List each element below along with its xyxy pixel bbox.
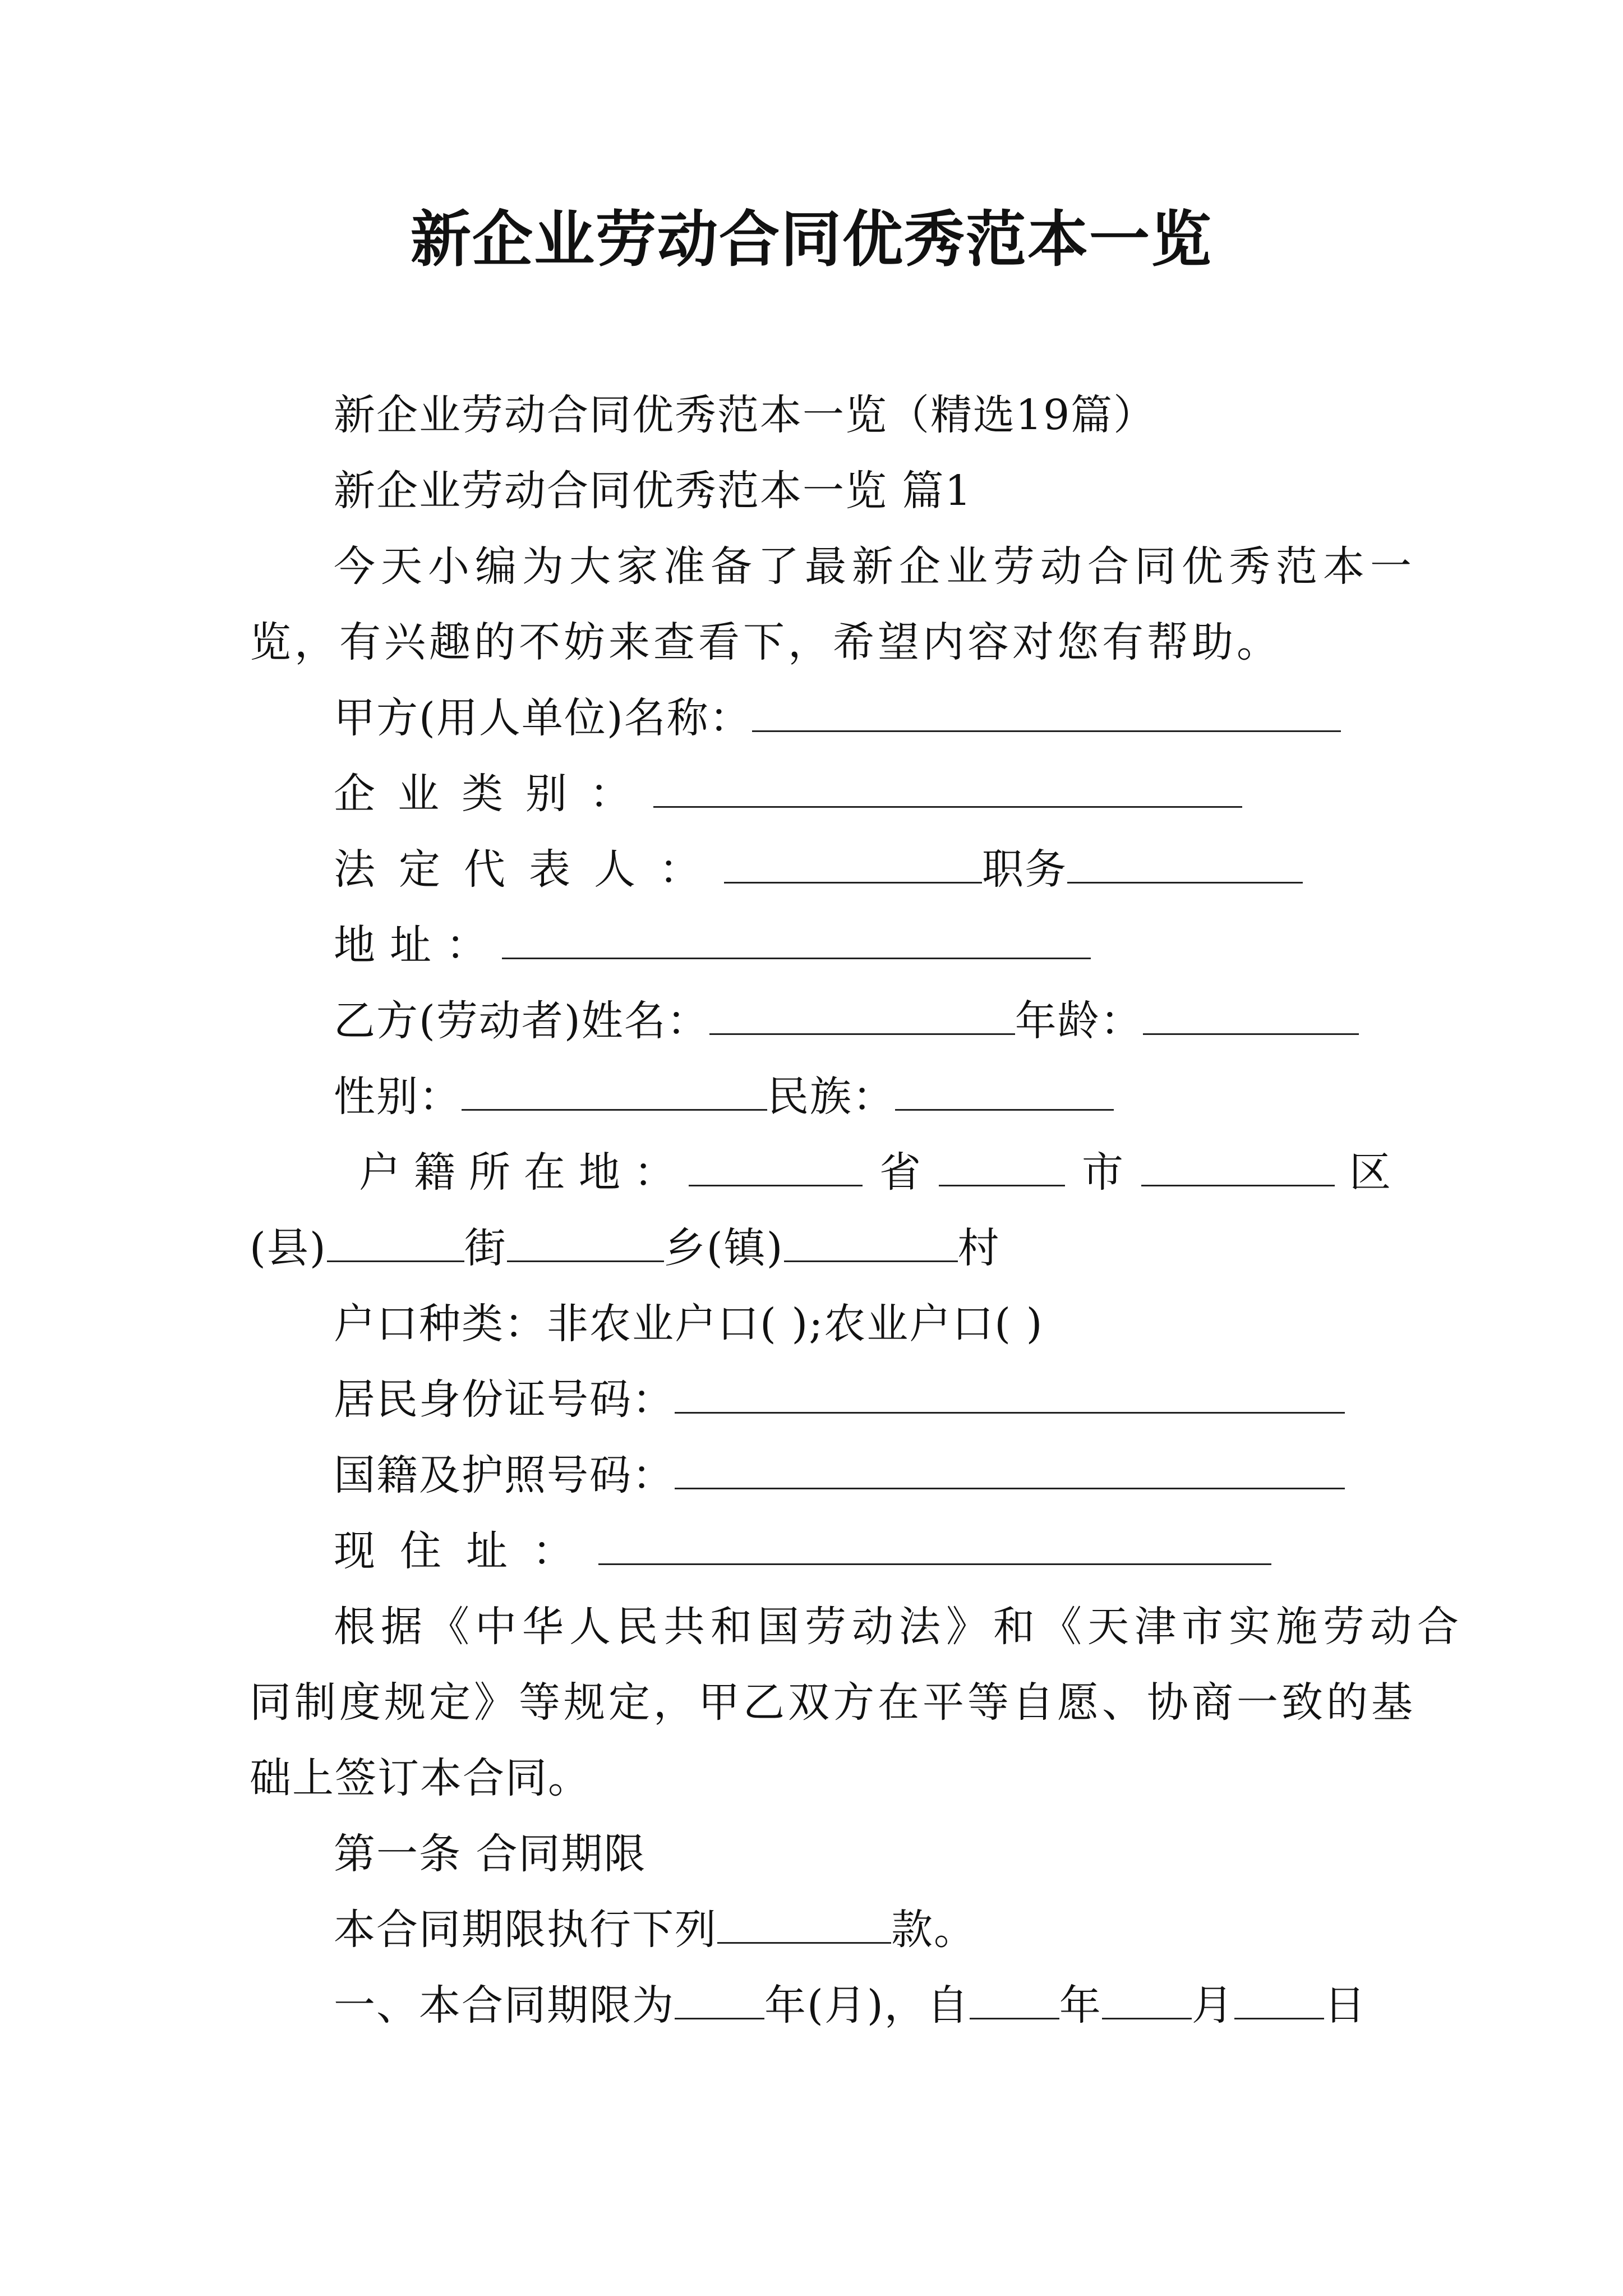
enterprise-type-row (334, 766, 1242, 822)
ethnicity-blank[interactable] (895, 1070, 1114, 1111)
employee-name-label: 乙方(劳动者)姓名： (334, 997, 709, 1045)
current-address-label: 现住址： (334, 1527, 598, 1575)
village-label: 村 (957, 1224, 1000, 1272)
district-blank[interactable] (1141, 1145, 1335, 1186)
gender-label: 性别： (334, 1073, 462, 1121)
employer-name-blank[interactable] (752, 691, 1341, 732)
subtitle-line: 新企业劳动合同优秀范本一览（精选19篇） (334, 391, 1156, 439)
id-number-blank[interactable] (675, 1373, 1345, 1414)
contract-term-clause-row (334, 1902, 976, 1958)
employer-name-row (334, 690, 1341, 746)
gender-row (334, 1069, 1114, 1125)
township-label: 乡(镇) (663, 1224, 784, 1272)
province-blank[interactable] (689, 1145, 863, 1186)
current-address-row (334, 1523, 1271, 1579)
contract-period-row (334, 1977, 1367, 2033)
employee-name-row (334, 993, 1359, 1049)
street-blank[interactable] (507, 1221, 664, 1262)
contract-term-clause-suffix: 款。 (891, 1906, 976, 1954)
start-year-blank[interactable] (970, 1978, 1059, 2019)
start-day-blank[interactable] (1234, 1978, 1324, 2019)
district-label: 区 (1349, 1148, 1392, 1197)
id-number-label: 居民身份证号码： (334, 1375, 675, 1424)
age-label: 年龄： (1015, 997, 1143, 1045)
enterprise-type-label: 企业类别： (334, 770, 653, 818)
passport-label: 国籍及护照号码： (334, 1451, 675, 1499)
section-heading: 新企业劳动合同优秀范本一览 篇1 (334, 467, 972, 515)
county-label: (县) (250, 1224, 327, 1272)
street-label: 街 (464, 1224, 507, 1272)
basis-line-1: 根据《中华人民共和国劳动法》和《天津市实施劳动合 (334, 1603, 1464, 1651)
employer-name-label: 甲方(用人单位)名称： (334, 694, 752, 742)
address-blank[interactable] (502, 918, 1091, 959)
document-title: 新企业劳动合同优秀范本一览 (410, 204, 1212, 275)
start-year-label: 年 (1059, 1981, 1102, 2030)
employee-name-blank[interactable] (709, 994, 1015, 1035)
age-blank[interactable] (1143, 994, 1359, 1035)
address-row (334, 917, 1091, 973)
start-month-blank[interactable] (1102, 1978, 1192, 2019)
ethnicity-label: 民族： (767, 1073, 895, 1121)
period-years-blank[interactable] (675, 1978, 764, 2019)
city-blank[interactable] (939, 1145, 1065, 1186)
contract-period-label: 一、本合同期限为 (334, 1981, 675, 2030)
id-number-row (334, 1372, 1345, 1428)
legal-rep-label: 法定代表人： (334, 845, 724, 894)
household-location-label: 户籍所在地： (359, 1148, 689, 1197)
intro-line-2: 览，有兴趣的不妨来查看下，希望内容对您有帮助。 (250, 618, 1281, 666)
address-label: 地址： (334, 921, 502, 969)
enterprise-type-blank[interactable] (653, 767, 1242, 808)
passport-row (334, 1447, 1345, 1503)
position-label: 职务 (982, 845, 1067, 894)
county-row (250, 1220, 1000, 1276)
gender-blank[interactable] (462, 1070, 767, 1111)
city-label: 市 (1082, 1148, 1124, 1197)
start-month-label: 月 (1191, 1981, 1234, 2030)
household-location-row (359, 1144, 1392, 1200)
passport-blank[interactable] (675, 1448, 1345, 1489)
intro-line-1: 今天小编为大家准备了最新企业劳动合同优秀范本一 (334, 542, 1417, 591)
contract-term-clause-label: 本合同期限执行下列 (334, 1906, 717, 1954)
hukou-type-row: 户口种类：非农业户口( );农业户口( ) (334, 1300, 1044, 1348)
position-blank[interactable] (1067, 843, 1303, 884)
legal-rep-row (334, 841, 1303, 898)
start-day-label: 日 (1324, 1981, 1367, 2030)
article-one-heading: 第一条 合同期限 (334, 1830, 647, 1878)
basis-line-3: 础上签订本合同。 (250, 1754, 591, 1802)
period-unit-label: 年(月)，自 (764, 1981, 970, 2030)
contract-term-clause-blank[interactable] (717, 1903, 891, 1944)
province-label: 省 (879, 1148, 922, 1197)
county-blank[interactable] (327, 1221, 464, 1262)
basis-line-2: 同制度规定》等规定，甲乙双方在平等自愿、协商一致的基 (250, 1678, 1416, 1727)
legal-rep-blank[interactable] (724, 843, 982, 884)
current-address-blank[interactable] (598, 1524, 1271, 1565)
township-blank[interactable] (784, 1221, 958, 1262)
